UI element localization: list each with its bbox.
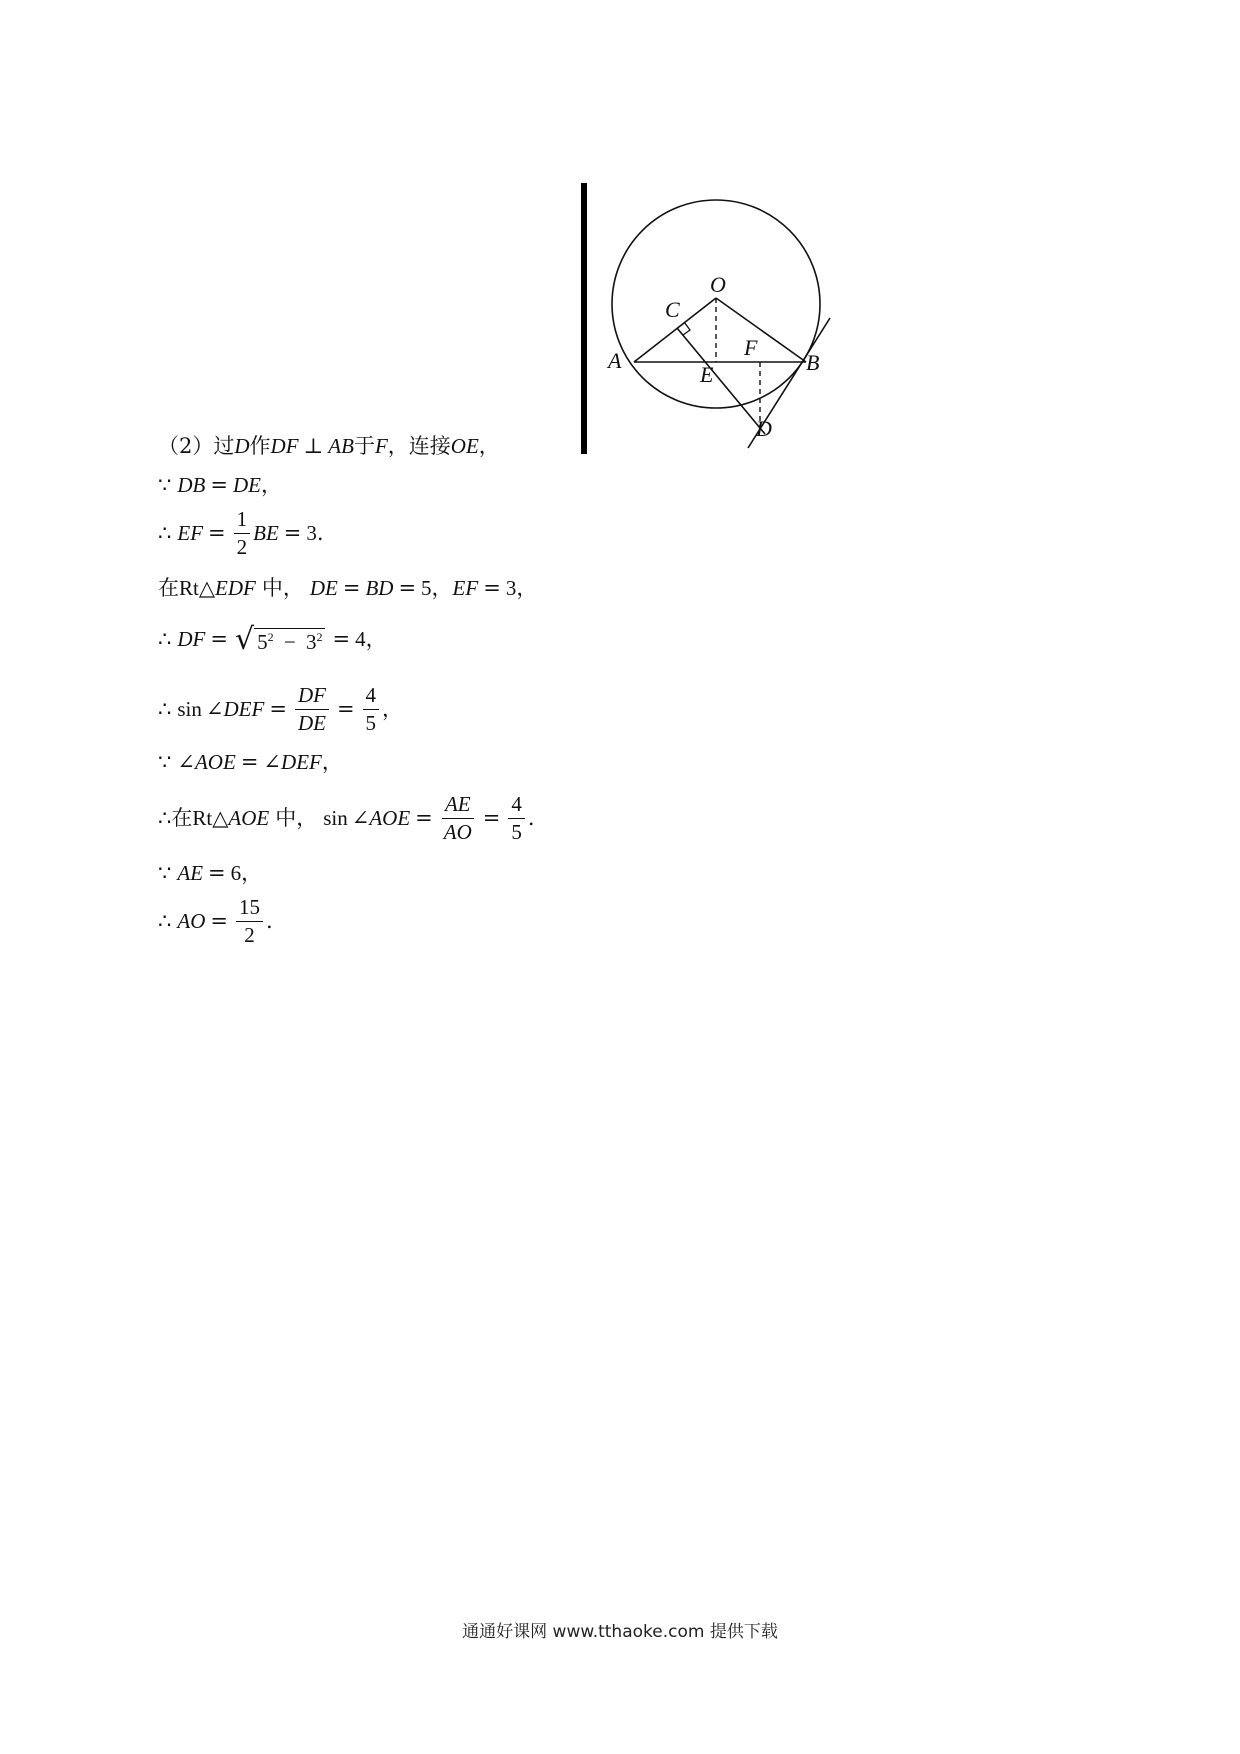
var: D [234,434,250,458]
equals: = [483,576,501,600]
therefore-symbol: ∴ [158,627,172,651]
label-b: B [806,350,820,375]
text: . [265,909,273,934]
numerator: 15 [236,896,263,922]
equals: = [210,627,228,651]
var: AO [177,909,206,934]
var: AE [177,861,204,885]
var: DF [177,627,206,651]
solution-line-5 [158,622,387,657]
denominator: AO [443,820,472,845]
radicand [254,628,325,653]
because-symbol: ∵ [158,861,172,885]
therefore-symbol: ∴ [158,521,172,546]
equals: = [269,697,287,722]
text: 中， [261,576,304,600]
segment-ob [716,298,806,362]
circle-o [612,200,820,408]
therefore-symbol: ∴ [158,806,172,831]
text: . [316,521,324,546]
denominator: 2 [244,923,255,948]
angle-symbol: ∠ [177,750,195,774]
text: 中， [275,806,318,831]
numerator: 4 [508,793,525,819]
numerator: 1 [234,508,251,534]
label-f: F [744,335,758,360]
solution-line-6 [158,684,403,735]
text: ， [382,697,404,722]
var: DE [309,576,338,600]
var: EDF [215,576,256,600]
equals: = [240,750,259,774]
rt-triangle: Rt△ [179,576,215,600]
var: AOE [228,806,270,831]
equals: = [208,521,226,546]
angle-symbol: ∠ [351,806,370,831]
var: AB [328,434,354,458]
numerator: 4 [363,684,380,710]
because-symbol: ∵ [158,473,172,497]
radical-sign: √ [234,622,255,657]
fraction [363,684,380,735]
equals: = [398,576,417,600]
text: ，连接 [387,434,451,458]
equals: = [208,861,226,885]
text: ， [260,473,282,497]
denominator: 5 [365,711,377,736]
minus: − [283,630,296,654]
therefore-symbol: ∴ [158,697,172,722]
fraction [234,508,251,559]
value: 4 [355,627,366,651]
label-o: O [710,272,726,297]
var: BE [253,521,279,546]
var: DEF [223,697,265,722]
label-c: C [665,297,680,322]
geometry-figure [600,180,860,460]
equals: = [210,473,228,497]
value: 5 [421,576,432,600]
text: ， [516,576,538,600]
solution-line-9 [158,863,262,884]
text: ， [478,434,500,458]
square-root [234,622,325,657]
text: ， [321,750,343,774]
sin-function: sin [323,806,348,831]
var: EF [452,576,479,600]
angle-symbol: ∠ [205,697,224,722]
numerator: AE [442,793,474,819]
text: 于 [353,434,375,458]
solution-line-1 [158,436,500,457]
perp-symbol: ⊥ [303,434,324,458]
equals: = [283,521,302,546]
var: DE [232,473,261,497]
var: AOE [369,806,411,831]
equals: = [332,627,351,651]
text: 在 [158,576,179,600]
denominator: 2 [236,535,248,560]
text: 作 [249,434,271,458]
base: 3 [305,630,317,654]
fraction [441,793,475,844]
value: 3 [306,521,317,546]
var: DB [177,473,206,497]
solution-line-8 [158,793,535,844]
label-e: E [700,362,714,387]
vertical-bar [581,183,587,454]
equals: = [342,576,361,600]
var: OE [450,434,479,458]
text: . [527,806,535,831]
solution-line-10 [158,896,273,947]
fraction [508,793,525,844]
value: 3 [505,576,517,600]
solution-line-4 [158,578,537,599]
equals: = [336,697,355,722]
rt-triangle: Rt△ [192,806,229,831]
because-symbol: ∵ [158,750,172,774]
text: ， [431,576,453,600]
exponent: 2 [316,630,323,644]
solution-line-7 [158,752,343,773]
label-d: D [756,416,772,441]
equals: = [210,909,228,934]
angle-symbol: ∠ [263,750,282,774]
sin-function: sin [177,697,202,722]
numerator: DF [295,684,329,710]
denominator: DE [297,711,326,736]
denominator: 5 [511,820,522,845]
therefore-symbol: ∴ [158,909,172,934]
equals: = [482,806,501,831]
exponent: 2 [267,630,274,644]
equals: = [415,806,433,831]
var: DF [270,434,299,458]
var: F [374,434,388,458]
var: BD [365,576,394,600]
text: （2）过 [158,434,235,458]
var: DEF [281,750,322,774]
value: 6 [230,861,242,885]
var: AOE [194,750,236,774]
fraction [236,896,263,947]
solution-line-2 [158,475,282,496]
text: 在 [171,806,193,831]
label-a: A [608,348,622,373]
text: ， [365,627,387,651]
text: ， [241,861,263,885]
footer-text: 通通好课网 www.tthaoke.com 提供下载 [462,1622,778,1642]
solution-line-3 [158,508,324,559]
fraction [295,684,329,735]
base: 5 [257,630,268,654]
var: EF [177,521,204,546]
